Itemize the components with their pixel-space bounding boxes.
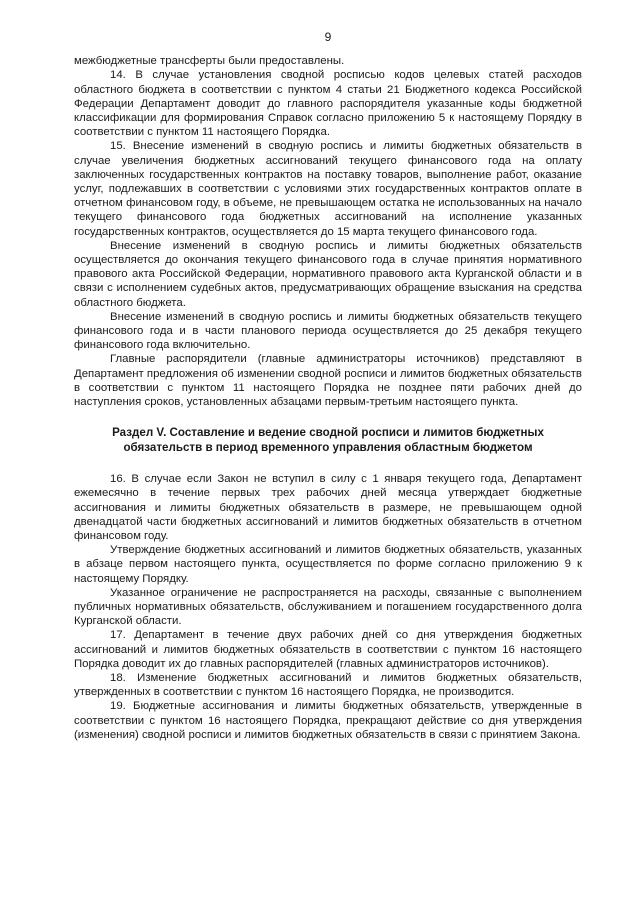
paragraph: 17. Департамент в течение двух рабочих дней со дня утверждения бюджетных ассигнований и лимитов бюджетных обязательств в соответствии с пунктом 16 настоящего Порядка доводит их до главных распорядителей (главных администраторов источников). <box>74 629 582 670</box>
section-title: Раздел V. Составление и ведение сводной росписи и лимитов бюджетных обязательств в период временного управления областным бюджетом <box>112 426 544 454</box>
paragraph: 19. Бюджетные ассигнования и лимиты бюджетных обязательств, утвержденные в соответствии с пунктом 16 настоящего Порядка, прекращают действие со дня утверждения (изменения) сводной росписи и лимитов бюджетных обязательств в связи с принятием Закона. <box>74 700 582 741</box>
paragraph: Внесение изменений в сводную роспись и лимиты бюджетных обязательств осуществляется до окончания текущего финансового года в случае принятия нормативного правового акта Российской Федерации, нормативного правового акта Курганской области и в связи с исполнением судебных актов, предусматривающих обращение взыскания на средства областного бюджета. <box>74 239 582 309</box>
paragraphs-bottom <box>74 472 582 742</box>
paragraph: 18. Изменение бюджетных ассигнований и лимитов бюджетных обязательств, утвержденных в соответствии с пунктом 16 настоящего Порядка, не производится. <box>74 671 582 699</box>
paragraph: 14. В случае установления сводной росписью кодов целевых статей расходов областного бюджета в соответствии с пунктом 4 статьи 21 Бюджетного кодекса Российской Федерации Департамент доводит до главного распорядителя указанные коды бюджетной классификации для формирования Справок согласно приложению 5 к настоящему Порядку в соответствии с пунктом 11 настоящего Порядка. <box>74 69 582 139</box>
paragraph: Внесение изменений в сводную роспись и лимиты бюджетных обязательств текущего финансового года и в части планового периода осуществляется до 25 декабря текущего финансового года включительно. <box>74 310 582 352</box>
paragraphs-top <box>74 54 582 409</box>
paragraph: Главные распорядители (главные администраторы источников) представляют в Департамент предложения об изменении сводной росписи и лимитов бюджетных обязательств в соответствии с пунктом 11 настоящего Порядка не позднее пяти рабочих дней до наступления сроков, установленных абзацами первым-третьим настоящего пункта. <box>74 353 582 409</box>
paragraph: Утверждение бюджетных ассигнований и лимитов бюджетных обязательств, указанных в абзаце первом настоящего пункта, осуществляется по форме согласно приложению 9 к настоящему Порядку. <box>74 544 582 585</box>
page-number: 9 <box>324 30 332 44</box>
paragraph: 16. В случае если Закон не вступил в силу с 1 января текущего года, Департамент ежемесячно в течение первых трех рабочих дней месяца утверждает бюджетные ассигнования и лимиты бюджетных обязательств в размере, не превышающем одной двенадцатой части бюджетных ассигнований и лимитов бюджетных обязательств в отчетном финансовом году. <box>74 473 582 542</box>
paragraph: 15. Внесение изменений в сводную роспись и лимиты бюджетных обязательств в случае увеличения бюджетных ассигнований текущего финансового года на оплату заключенных государственных контрактов на поставку товаров, выполнение работ, оказание услуг, подлежавших в соответствии с условиями этих государственных контрактов оплате в отчетном финансовом году, в объеме, не превышающем остатка не использованных на начало текущего финансового года бюджетных ассигнований на исполнение указанных государственных контрактов, осуществляется до 15 марта текущего финансового года. <box>74 140 582 238</box>
document-page <box>74 30 582 742</box>
paragraph: Указанное ограничение не распространяется на расходы, связанные с выполнением публичных нормативных обязательств, обслуживанием и погашением государственного долга Курганской области. <box>74 586 582 628</box>
paragraph: межбюджетные трансферты были предоставлены. <box>74 55 345 68</box>
